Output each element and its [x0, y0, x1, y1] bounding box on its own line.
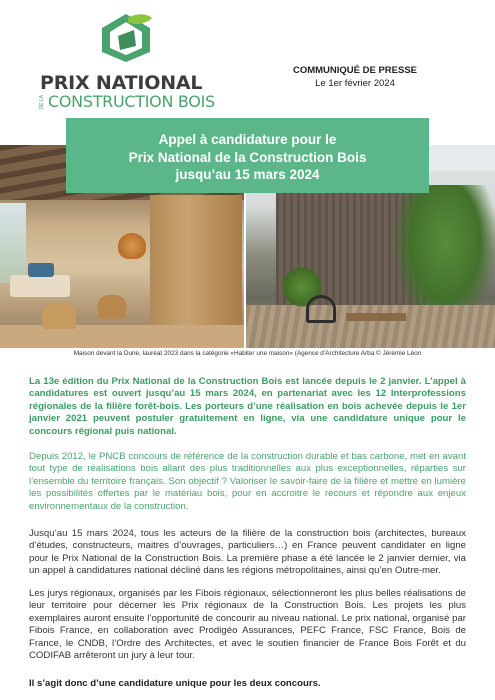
prix-national-logo [39, 12, 215, 111]
press-header [285, 64, 425, 90]
chair-icon [42, 303, 76, 329]
photo-caption: Maison devant la Dune, lauréat 2023 dans la catégorie «Habiter une maison» (Agence d’Architecture Arba © Jérémie Léon [73, 350, 422, 357]
headline-line-1: Appel à candidature pour le [158, 132, 337, 147]
pendant-lamp-icon [118, 233, 146, 259]
headline-line-2: Prix National de la Construction Bois [128, 149, 367, 165]
press-title: COMMUNIQUÉ DE PRESSE [292, 65, 418, 76]
headline-banner [66, 118, 429, 193]
intro-paragraph: La 13e édition du Prix National de la Construction Bois est lancée depuis le 2 janvier. L’appel à candidatures est ouvert jusqu’au 15 mars 2024, en partenariat avec les 12 Interprofessions régionales de la filière forêt-bois. Les porteurs d’une réalisation en bois achevée depuis le 1er janvier 2021 peuvent postuler gratuitement en ligne, via une candidature unique pour le concours régional puis national. [29, 376, 466, 437]
logo-subtitle [39, 92, 215, 111]
logo-construction-bois: CONSTRUCTION BOIS [48, 92, 215, 111]
press-date: Le 1er février 2024 [315, 78, 395, 89]
logo-small-text: DE LA [39, 95, 45, 110]
headline-line-3: jusqu’au 15 mars 2024 [175, 167, 320, 182]
chair-icon [98, 295, 126, 319]
body-paragraph-1: Jusqu’au 15 mars 2024, tous les acteurs de la filière de la construction bois (architectes, bureaux d’études, constructeurs, maitres d’ouvrages, particuliers…) en France peuvent candidater en ligne pour le Prix National de la Construction Bois. La première phase a été lancée le 2 janvier dernier, via un appel à candidatures national décliné dans les régions métropolitaines, ainsi qu’en Outre-mer. [29, 528, 466, 577]
body-paragraph-2: Les jurys régionaux, organisés par les Fibois régionaux, sélectionneront les plus belles réalisations de leur territoire pour décerner les Prix régionaux de la Construction Bois. Les projets les plus exemplaires auront ensuite l’opportunité de concourir au niveau national. Le prix national, organisé par Fibois France, en collaboration avec Prodigéo Assurances, PEFC France, FSC France, Bois de France, le CNDB, l’Ordre des Architectes, et avec le soutien financier de France Bois Forêt et du CODIFAB arrêteront un jury à leur tour. [29, 588, 466, 662]
logo-title: PRIX NATIONAL [40, 72, 203, 94]
context-paragraph: Depuis 2012, le PNCB concours de référence de la construction durable et bas carbone, met en avant tout type de réalisations bois allant des plus traditionnelles aux plus exceptionnelles, réparties sur l’ensemble du territoire français. Son objectif ? Valoriser le savoir-faire de la filière et mettre en lumière les possibilités offertes par le matériau bois, pour en accroitre le recours et répondre aux enjeux environnementaux de la construction. [29, 451, 466, 512]
house-leaf-logo-icon [98, 12, 154, 64]
conclusion-paragraph: Il s’agit donc d’une candidature unique pour les deux concours. [29, 678, 321, 689]
